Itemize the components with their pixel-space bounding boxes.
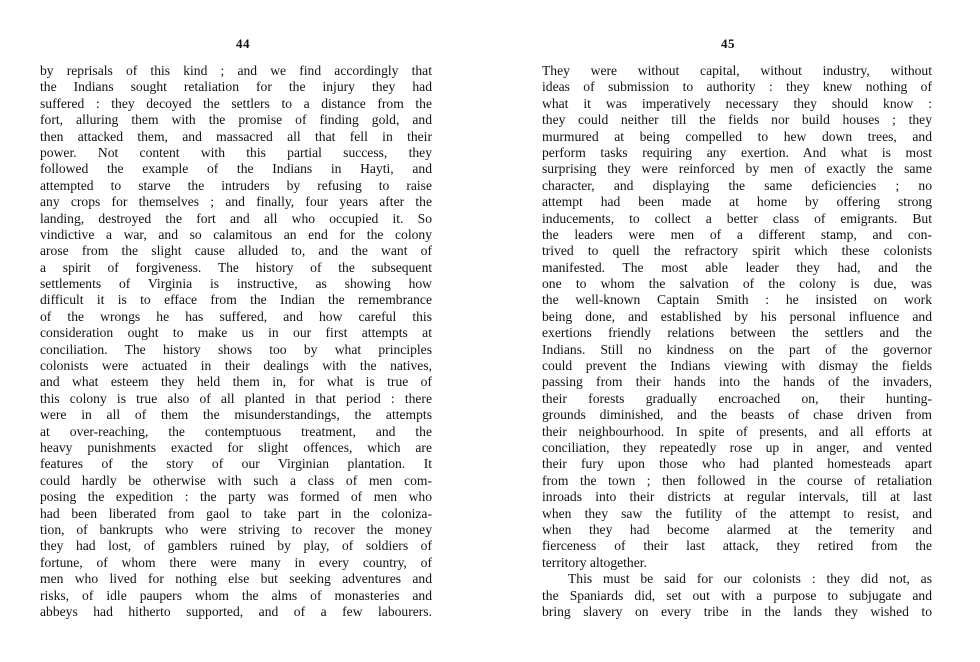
- text-line: vindictive a war, and so calamitous an end for the colony: [40, 226, 432, 242]
- page-number: 45: [721, 36, 735, 51]
- text-line: ideas of submission to authority : they knew nothing of: [542, 79, 932, 95]
- text-line: the Indians sought retaliation for the injury they had: [40, 79, 432, 95]
- text-line: from the town ; then followed in the course of retaliation: [542, 472, 932, 488]
- text-line: any crops for themselves ; and finally, four years after the: [40, 194, 432, 210]
- text-line: exertions friendly relations between the settlers and the: [542, 325, 932, 341]
- right-page: [490, 0, 980, 662]
- text-line: tion, of bankrupts who were striving to recover the money: [40, 521, 432, 537]
- text-line: their neighbourhood. In spite of presents, and all efforts at: [542, 423, 932, 439]
- text-line: abbeys had hitherto supported, and of a few labourers.: [40, 603, 432, 619]
- text-line: landing, destroyed the fort and all who occupied it. So: [40, 210, 432, 226]
- body-text: [40, 63, 432, 620]
- text-line: then attacked them, and massacred all that fell in their: [40, 128, 432, 144]
- text-line: fortune, of whom there were many in every country, of: [40, 554, 432, 570]
- text-line: had been liberated from gaol to take part in the coloniza-: [40, 505, 432, 521]
- text-line: difficult it is to efface from the Indian the remembrance: [40, 292, 432, 308]
- text-line: when they had become alarmed at the temerity and: [542, 521, 932, 537]
- text-line: colonists were actuated in their dealings with the natives,: [40, 358, 432, 374]
- text-line: power. Not content with this partial success, they: [40, 144, 432, 160]
- text-line: one to whom the salvation of the colony is due, was: [542, 276, 932, 292]
- text-line: trived to quell the refractory spirit which these colonists: [542, 243, 932, 259]
- text-line: they had lost, of gamblers ruined by play, of soldiers of: [40, 538, 432, 554]
- text-line: heavy punishments exacted for slight offences, which are: [40, 439, 432, 455]
- text-line: could hardly be otherwise with such a class of men com-: [40, 472, 432, 488]
- text-line: at over-reaching, the contemptuous treatment, and the: [40, 423, 432, 439]
- text-line: men who lived for nothing else but seeking adventures and: [40, 571, 432, 587]
- text-line: the Spaniards did, set out with a purpose to subjugate and: [542, 587, 932, 603]
- text-line: suffered : they decoyed the settlers to a distance from the: [40, 95, 432, 111]
- text-line: were in all of them the misunderstandings, the attempts: [40, 407, 432, 423]
- text-line: murmured at being compelled to hew down trees, and: [542, 128, 932, 144]
- text-line: and what esteem they held them in, for what is true of: [40, 374, 432, 390]
- text-line: they could neither till the fields nor build houses ; they: [542, 112, 932, 128]
- text-line: being done, and established by his personal influence and: [542, 308, 932, 324]
- text-line: what it was imperatively necessary they should know :: [542, 95, 932, 111]
- text-line: conciliation, they repeatedly rose up in anger, and vented: [542, 439, 932, 455]
- text-line: Indians. Still no kindness on the part of the governor: [542, 341, 932, 357]
- text-line: posing the expedition : the party was formed of men who: [40, 489, 432, 505]
- text-line: features of the story of our Virginian plantation. It: [40, 456, 432, 472]
- text-line: inducements, to collect a better class of emigrants. But: [542, 210, 932, 226]
- text-line: arose from the slight cause alluded to, and the want of: [40, 243, 432, 259]
- text-line: by reprisals of this kind ; and we find accordingly that: [40, 63, 432, 78]
- page-number: 44: [236, 36, 250, 51]
- text-line: of the wrongs he has suffered, and how careful this: [40, 308, 432, 324]
- text-line: territory altogether.: [542, 554, 647, 570]
- text-line: character, and displaying the same deficiencies ; no: [542, 177, 932, 193]
- text-line: attempt had been made at home by offering strong: [542, 194, 932, 210]
- text-line: risks, of idle paupers whom the alms of monasteries and: [40, 587, 432, 603]
- text-line: followed the example of the Indians in Hayti, and: [40, 161, 432, 177]
- text-line: fierceness of their last attack, they retired from the: [542, 538, 932, 554]
- text-line: a spirit of forgiveness. The history of the subsequent: [40, 259, 432, 275]
- text-line: manifested. The most able leader they had, and the: [542, 259, 932, 275]
- text-line: this colony is true also of all planted in that period : there: [40, 390, 432, 406]
- text-line: settlements of Virginia is instructive, as showing how: [40, 276, 432, 292]
- text-line: bring slavery on every tribe in the lands they wished to: [542, 603, 932, 619]
- text-line: This must be said for our colonists : they did not, as: [568, 571, 932, 587]
- text-line: passing from their hands into the hands of the invaders,: [542, 374, 932, 390]
- text-line: They were without capital, without industry, without: [542, 63, 932, 78]
- text-line: conciliation. The history shows too by what principles: [40, 341, 432, 357]
- text-line: surprising they were reinforced by men of exactly the same: [542, 161, 932, 177]
- text-line: grounds diminished, and the beasts of chase driven from: [542, 407, 932, 423]
- text-line: their fury upon those who had planted homesteads apart: [542, 456, 932, 472]
- text-line: the leaders were men of a different stamp, and con-: [542, 226, 932, 242]
- text-line: when they saw the futility of the attempt to resist, and: [542, 505, 932, 521]
- text-line: inroads into their districts at regular intervals, till at last: [542, 489, 932, 505]
- text-line: the well-known Captain Smith : he insisted on work: [542, 292, 932, 308]
- text-line: attempted to starve the intruders by refusing to raise: [40, 177, 432, 193]
- text-line: perform tasks requiring any exertion. And what is most: [542, 144, 932, 160]
- text-line: consideration ought to make us in our first attempts at: [40, 325, 432, 341]
- text-line: their forests gradually encroached on, their hunting-: [542, 390, 932, 406]
- body-text: [542, 63, 932, 620]
- text-line: fort, alluring them with the promise of finding gold, and: [40, 112, 432, 128]
- text-line: could prevent the Indians viewing with dismay the fields: [542, 358, 932, 374]
